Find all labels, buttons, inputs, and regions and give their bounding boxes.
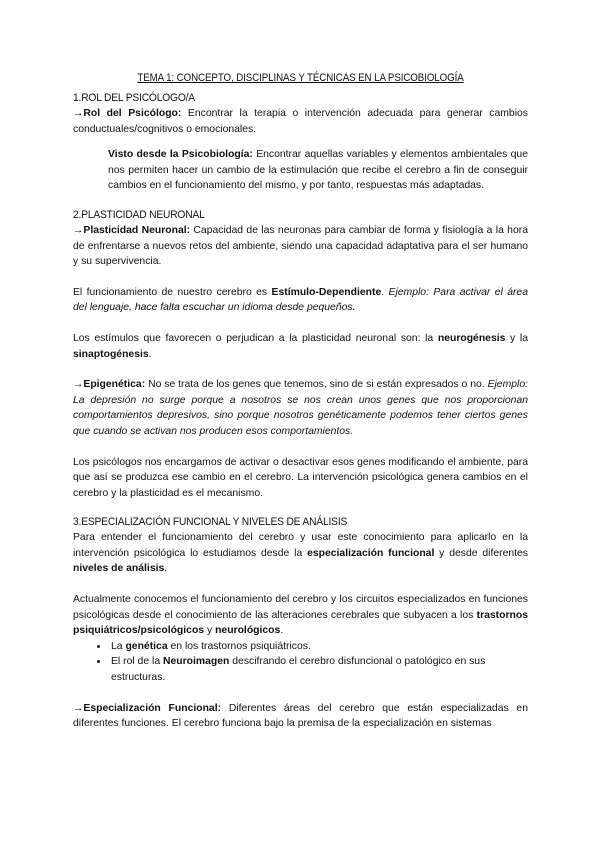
paragraph-estimulo-dependiente bbox=[73, 285, 528, 316]
example-lenguaje: Ejemplo: Para activar el área del lenguaje, hace falta escuchar un idioma desde pequeños. bbox=[73, 286, 528, 314]
paragraph-text: La bbox=[111, 640, 126, 652]
document-page bbox=[73, 72, 528, 732]
paragraph-text: Capacidad de las neuronas para cambiar de forma y fisiología a la hora de enfrentarse a nuevos retos del ambiente, siendo una capacidad adaptativa para el ser humano y su supervivencia. bbox=[73, 224, 528, 268]
paragraph-text: . bbox=[280, 625, 284, 637]
term-neurologicos: neurológicos bbox=[215, 625, 281, 637]
paragraph-actualmente bbox=[73, 592, 528, 639]
paragraph-text: . bbox=[381, 286, 389, 298]
paragraph-text: Diferentes áreas del cerebro que están especializadas en diferentes funciones. El cerebro funciona bajo la premisa de la especialización en sistemas bbox=[73, 702, 528, 730]
section-heading-rol: 1.ROL DEL PSICÓLOGO/A bbox=[73, 92, 195, 104]
list-item-neuroimagen bbox=[109, 654, 528, 685]
paragraph-plasticidad bbox=[73, 223, 528, 270]
term-especializacion-funcional: especialización funcional bbox=[307, 547, 435, 559]
paragraph-text: Encontrar aquellas variables y elementos ambientales que nos permiten hacer un cambio de la estimulación que recibe el cerebro a fin de conseguir cambios en el funcionamiento del mismo, y por tanto, respuestas más adaptadas. bbox=[108, 149, 528, 192]
term-neurogenesis: neurogénesis bbox=[437, 332, 506, 344]
term-trastornos-psiquiatricos: trastornos psiquiátricos/psicológicos bbox=[73, 609, 528, 637]
paragraph-text: y desde diferentes bbox=[434, 547, 528, 559]
term-estimulo-dependiente: Estímulo-Dependiente bbox=[271, 286, 382, 298]
term-psicobiologia: Visto desde la Psicobiología: bbox=[108, 149, 253, 161]
paragraph-estimulos bbox=[73, 331, 528, 362]
paragraph-text: . bbox=[148, 348, 152, 360]
paragraph-text: El funcionamiento de nuestro cerebro es bbox=[73, 286, 272, 298]
bullet-list bbox=[73, 639, 528, 686]
paragraph-especializacion-funcional bbox=[73, 701, 528, 732]
paragraph-text: No se trata de los genes que tenemos, sino de si están expresados o no. bbox=[145, 379, 488, 391]
term-niveles-analisis: niveles de análisis bbox=[73, 563, 165, 575]
section-heading-plasticidad: 2.PLASTICIDAD NEURONAL bbox=[73, 208, 205, 221]
paragraph-epigenetica bbox=[73, 377, 528, 439]
paragraph-text: Los estímulos que favorecen o perjudican a la plasticidad neuronal son: la bbox=[73, 332, 438, 344]
paragraph-rol-psicologo bbox=[73, 106, 528, 137]
paragraph-psicologos: Los psicólogos nos encargamos de activar o desactivar esos genes modificando el ambiente, para que así se produzca ese cambio en el cerebro. La intervención psicológica genera cambios en el cerebro y la plasticidad es el mecanismo. bbox=[73, 456, 528, 499]
term-rol-psicologo: →Rol del Psicólogo: bbox=[73, 108, 182, 119]
paragraph-text: en los trastornos psiquiátricos. bbox=[167, 640, 311, 652]
paragraph-psicobiologia bbox=[108, 147, 528, 194]
paragraph-text: Encontrar la terapia o intervención adecuada para generar cambios conductuales/cognitivos o emocionales. bbox=[73, 108, 528, 135]
paragraph-text: descifrando el cerebro disfuncional o patológico en sus estructuras. bbox=[111, 656, 486, 684]
document-title: TEMA 1: CONCEPTO, DISCIPLINAS Y TÉCNICAS EN LA PSICOBIOLOGÍA bbox=[137, 72, 464, 84]
paragraph-text: El rol de la bbox=[111, 656, 163, 668]
term-genetica: genética bbox=[125, 640, 168, 652]
paragraph-entender-cerebro bbox=[73, 530, 528, 577]
paragraph-text: y bbox=[204, 625, 216, 637]
list-item-genetica bbox=[109, 639, 528, 655]
paragraph-text: y la bbox=[505, 332, 528, 344]
paragraph-text: Actualmente conocemos el funcionamiento del cerebro y los circuitos especializados en funciones psicológicas desde el conocimiento de las alteraciones cerebrales que subyacen a los bbox=[73, 594, 528, 621]
term-neuroimagen: Neuroimagen bbox=[162, 656, 230, 668]
example-depresion: Ejemplo: La depresión no surge porque a nosotros se nos crean unos genes que nos proporcionan comportamientos depresivos, sino porque nosotros genéticamente podemos tener ciertos genes que cuando se activan nos producen esos comportamientos. bbox=[73, 379, 528, 437]
section-heading-especializacion: 3.ESPECIALIZACIÓN FUNCIONAL Y NIVELES DE ANÁLISIS bbox=[73, 516, 348, 529]
term-especializacion-funcional-def: →Especialización Funcional: bbox=[73, 702, 222, 714]
paragraph-text: Para entender el funcionamiento del cerebro y usar este conocimiento para aplicarlo en la intervención psicológica lo estudiamos desde la bbox=[73, 532, 528, 559]
term-sinaptogenesis: sinaptogénesis bbox=[73, 348, 149, 360]
term-plasticidad: →Plasticidad Neuronal: bbox=[73, 224, 191, 236]
paragraph-text: . bbox=[164, 563, 168, 575]
term-epigenetica: →Epigenética: bbox=[73, 379, 146, 391]
